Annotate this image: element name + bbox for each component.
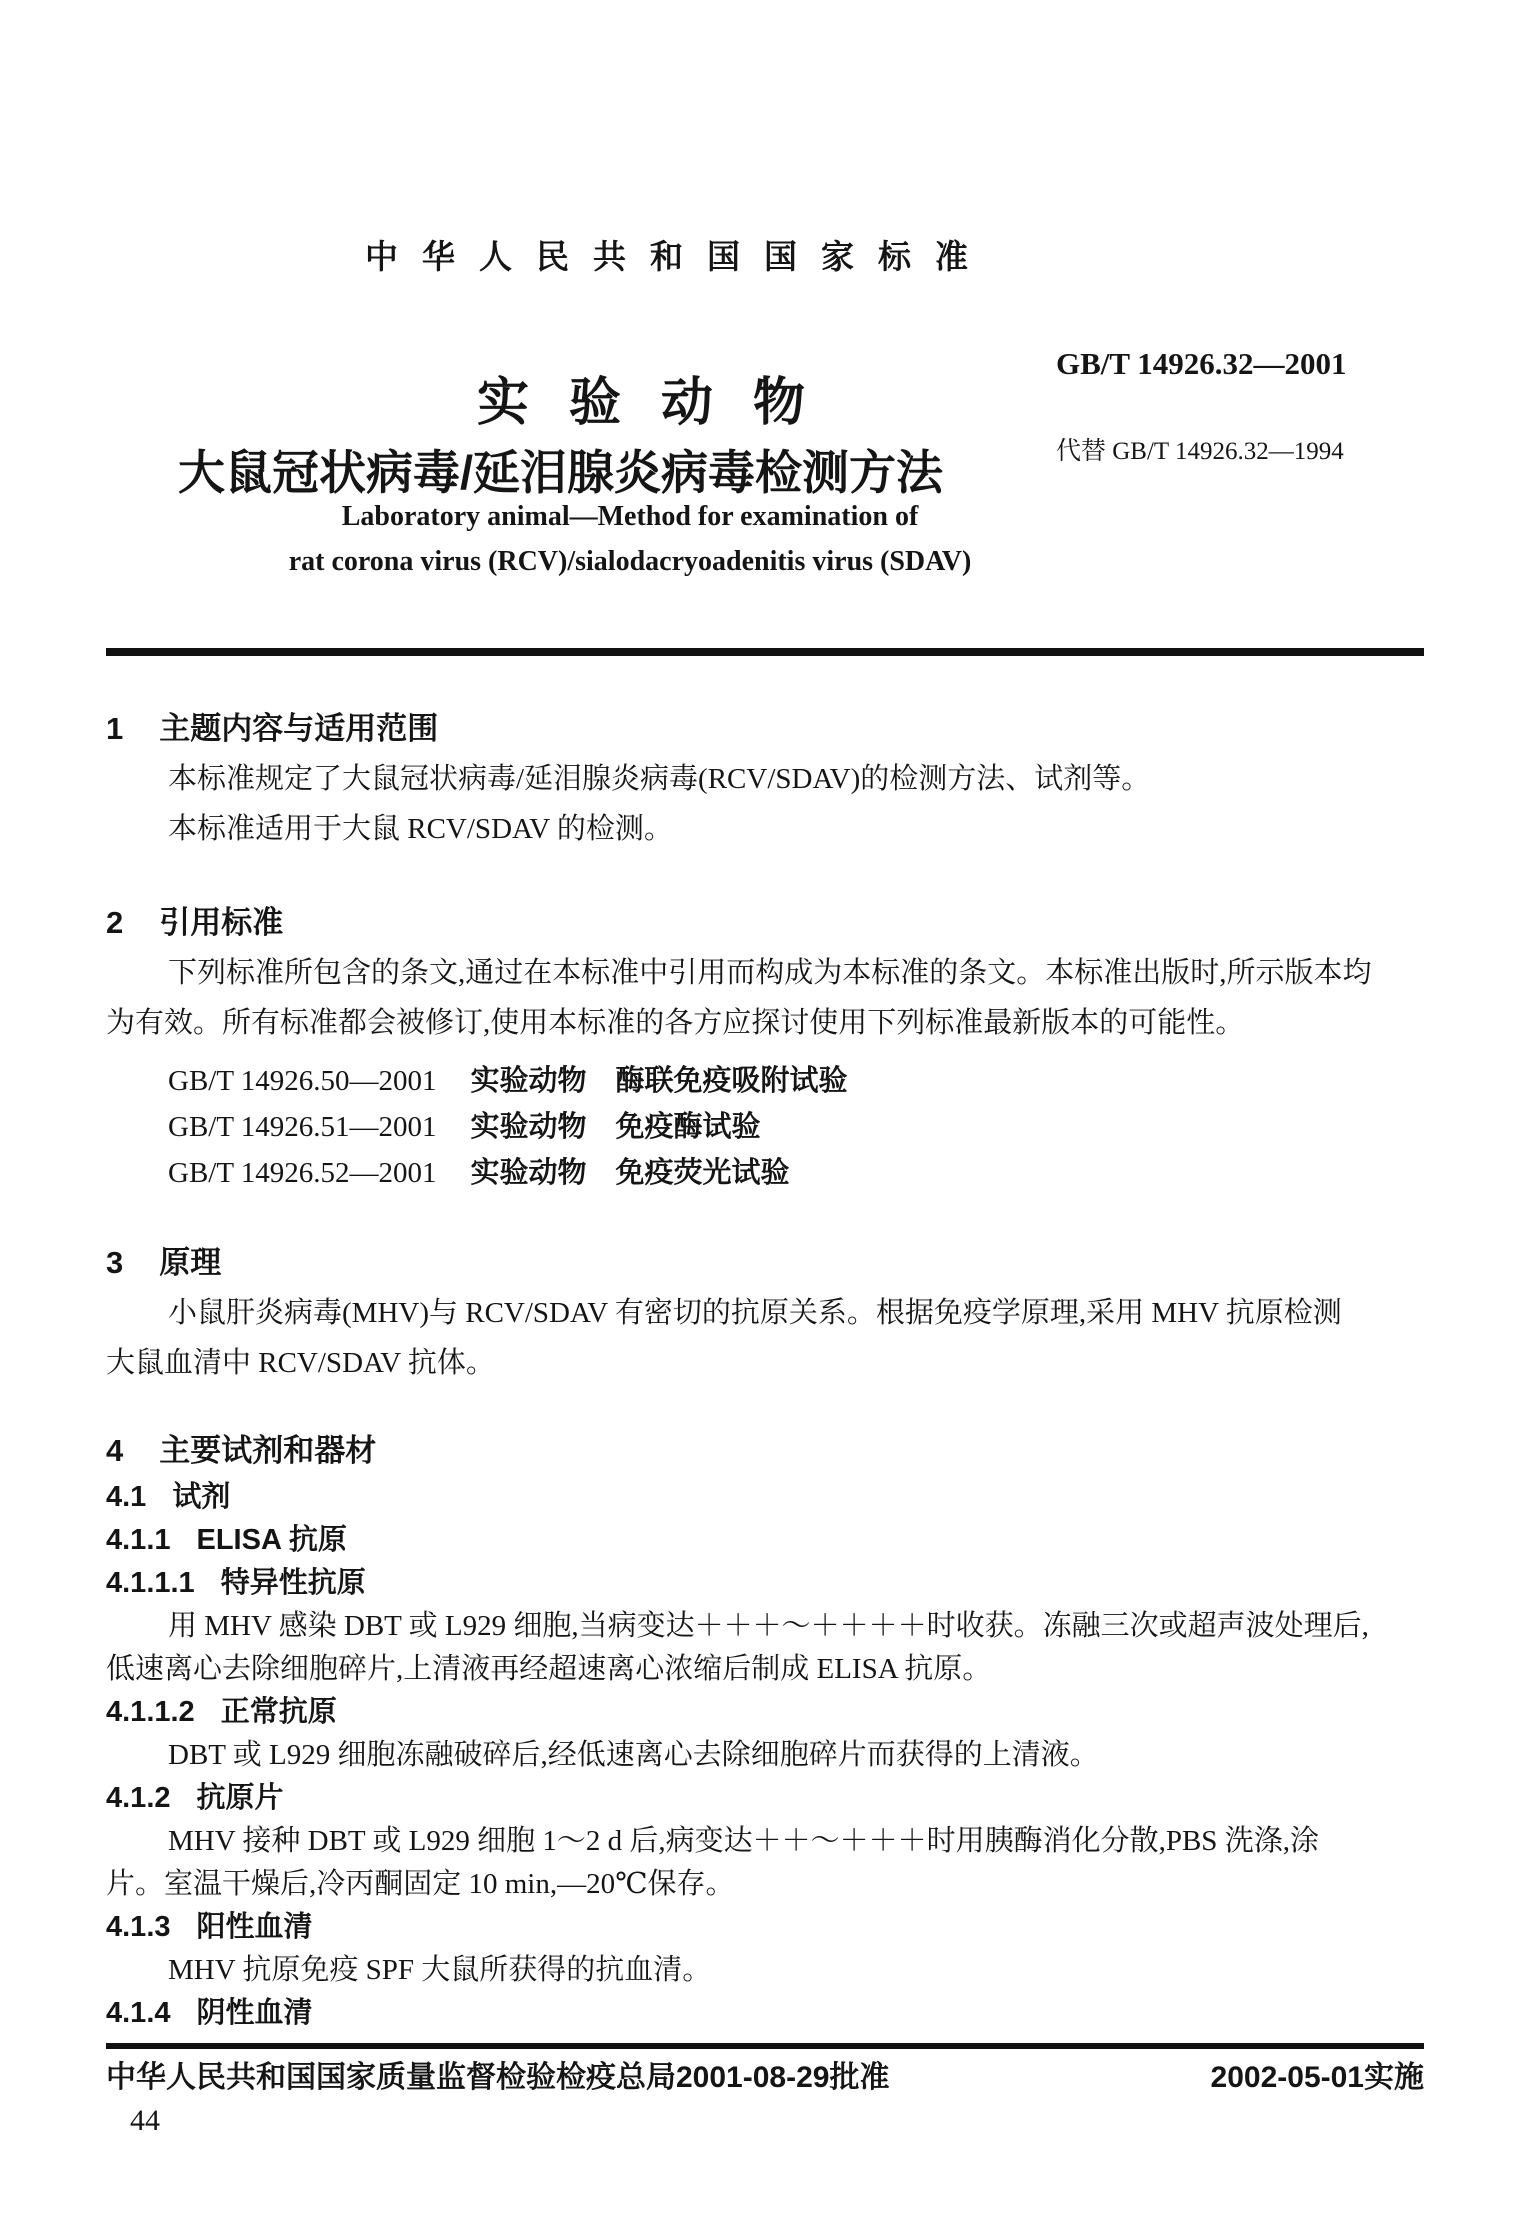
subsection-number: 4.1.1 [106, 1524, 171, 1556]
section-3 [106, 1238, 1424, 1388]
footer-row [106, 2056, 1424, 2100]
subsection-heading-4.1 [106, 1476, 1424, 1519]
replaces-note: 代替 GB/T 14926.32—1994 [1056, 438, 1344, 465]
subsection-number: 4.1.4 [106, 1997, 171, 2029]
reference-number: GB/T 14926.50—2001 [168, 1065, 437, 1097]
text-line: 用 MHV 感染 DBT 或 L929 细胞,当病变达＋＋＋～＋＋＋＋时收获。冻融三次或超声波处理后, [168, 1610, 1369, 1642]
standard-number: GB/T 14926.32—2001 [1056, 346, 1347, 381]
text-line: 片。室温干燥后,冷丙酮固定 10 min,—20℃保存。 [106, 1868, 735, 1900]
subsection-title: ELISA 抗原 [196, 1524, 347, 1556]
paragraph [106, 948, 1424, 1048]
subsection-number: 4.1.3 [106, 1911, 171, 1943]
subsection-heading-4.1.1.2 [106, 1691, 1424, 1734]
section-number: 4 [106, 1433, 124, 1468]
reference-line [106, 1150, 1424, 1196]
paragraph [106, 1288, 1424, 1388]
section-title: 引用标准 [159, 905, 284, 940]
section-number: 1 [106, 711, 124, 746]
subsection-title: 正常抗原 [220, 1696, 337, 1728]
subsection-title: 试剂 [172, 1481, 231, 1513]
section-number: 2 [106, 905, 124, 940]
subsection-number: 4.1.2 [106, 1782, 171, 1814]
paragraph [106, 1820, 1424, 1906]
section-title: 原理 [159, 1245, 222, 1280]
text-line: 为有效。所有标准都会被修订,使用本标准的各方应探讨使用下列标准最新版本的可能性。 [106, 1007, 1245, 1039]
reference-line [106, 1104, 1424, 1150]
paragraph [106, 804, 1424, 854]
document-header [0, 0, 1516, 656]
issuing-body-line: 中华人民共和国国家标准 [365, 238, 992, 275]
subsection-title: 抗原片 [196, 1782, 284, 1814]
reference-line [106, 1058, 1424, 1104]
reference-title: 实验动物 免疫酶试验 [470, 1111, 761, 1143]
standard-title-cn: 实验动物 [477, 374, 846, 432]
document-body [106, 656, 1424, 2035]
section-heading [106, 704, 1424, 754]
section-heading [106, 898, 1424, 948]
reference-title: 实验动物 酶联免疫吸附试验 [470, 1065, 848, 1097]
implementation-note: 2002-05-01实施 [1210, 2061, 1424, 2094]
text-line: MHV 接种 DBT 或 L929 细胞 1～2 d 后,病变达＋＋～＋＋＋时用胰酶消化分散,PBS 洗涤,涂 [168, 1825, 1319, 1857]
standard-subtitle-cn: 大鼠冠状病毒/延泪腺炎病毒检测方法 [178, 446, 944, 499]
footer-divider [106, 2043, 1424, 2049]
section-heading [106, 1238, 1424, 1288]
text-line: 下列标准所包含的条文,通过在本标准中引用而构成为本标准的条文。本标准出版时,所示版本均 [168, 957, 1372, 989]
subsection-number: 4.1 [106, 1481, 147, 1513]
text-line: 本标准规定了大鼠冠状病毒/延泪腺炎病毒(RCV/SDAV)的检测方法、试剂等。 [168, 763, 1151, 795]
paragraph [106, 1949, 1424, 1992]
subsection-title: 阴性血清 [196, 1997, 313, 2029]
reference-title: 实验动物 免疫荧光试验 [470, 1157, 790, 1189]
text-line: MHV 抗原免疫 SPF 大鼠所获得的抗血清。 [168, 1954, 712, 1986]
text-line: 小鼠肝炎病毒(MHV)与 RCV/SDAV 有密切的抗原关系。根据免疫学原理,采用 MHV 抗原检测 [168, 1297, 1342, 1329]
section-2 [106, 898, 1424, 1196]
english-title-line2: rat corona virus (RCV)/sialodacryoadenitis virus (SDAV) [288, 546, 972, 577]
paragraph [106, 754, 1424, 804]
section-4 [106, 1426, 1424, 2035]
subsection-heading-4.1.4 [106, 1992, 1424, 2035]
subsection-number: 4.1.1.2 [106, 1696, 195, 1728]
reference-number: GB/T 14926.52—2001 [168, 1157, 437, 1189]
approval-note: 中华人民共和国国家质量监督检验检疫总局2001-08-29批准 [106, 2061, 890, 2094]
paragraph [106, 1734, 1424, 1777]
section-title: 主要试剂和器材 [159, 1433, 377, 1468]
section-heading [106, 1426, 1424, 1476]
text-line: 大鼠血清中 RCV/SDAV 抗体。 [106, 1347, 495, 1379]
text-line: 低速离心去除细胞碎片,上清液再经超速离心浓缩后制成 ELISA 抗原。 [106, 1653, 992, 1685]
section-number: 3 [106, 1245, 124, 1280]
text-line: DBT 或 L929 细胞冻融破碎后,经低速离心去除细胞碎片而获得的上清液。 [168, 1739, 1099, 1771]
english-title-line1: Laboratory animal—Method for examination of [341, 501, 919, 532]
text-line: 本标准适用于大鼠 RCV/SDAV 的检测。 [168, 813, 673, 845]
subsection-number: 4.1.1.1 [106, 1567, 195, 1599]
reference-number: GB/T 14926.51—2001 [168, 1111, 437, 1143]
section-1 [106, 704, 1424, 854]
subsection-heading-4.1.1.1 [106, 1562, 1424, 1605]
subsection-title: 阳性血清 [196, 1911, 313, 1943]
subsection-heading-4.1.3 [106, 1906, 1424, 1949]
header-divider [106, 648, 1424, 656]
subsection-heading-4.1.2 [106, 1777, 1424, 1820]
section-title: 主题内容与适用范围 [159, 711, 439, 746]
paragraph [106, 1605, 1424, 1691]
subsection-heading-4.1.1 [106, 1519, 1424, 1562]
subsection-title: 特异性抗原 [220, 1567, 366, 1599]
page-number: 44 [130, 2104, 160, 2137]
